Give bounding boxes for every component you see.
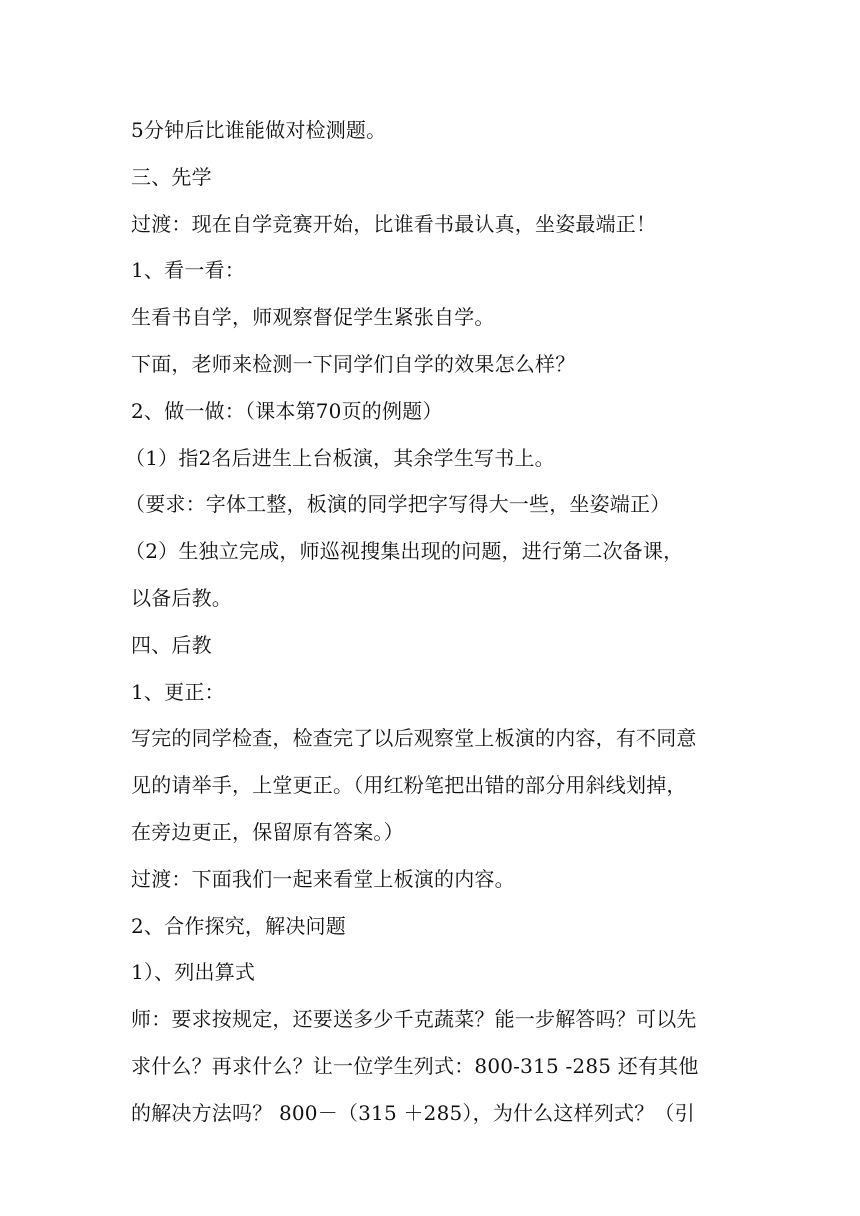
text-line: 5分钟后比谁能做对检测题。 [131,118,387,142]
text-line: 的解决方法吗？ 800－（315 ＋285），为什么这样列式？（引 [131,1100,695,1125]
text-line: （1）指2名后进生上台板演，其余学生写书上。 [125,445,555,470]
text-line: 2、做一做：（课本第70页的例题） [131,398,443,423]
text-line: 1、更正： [131,679,225,704]
text-line: 求什么？再求什么？让一位学生列式：800-315 -285 还有其他 [131,1053,699,1078]
text-line: 下面，老师来检测一下同学们自学的效果怎么样？ [131,351,576,376]
text-line: 以备后教。 [131,585,232,610]
section-heading: 四、后教 [131,632,212,657]
text-line: （2）生独立完成，师巡视搜集出现的问题，进行第二次备课， [125,539,684,564]
text-line: 见的请举手，上堂更正。（用红粉笔把出错的部分用斜线划掉， [131,773,687,798]
text-line: 过渡：下面我们一起来看堂上板演的内容。 [131,866,515,891]
document-page [125,113,731,1143]
text-line: 2、合作探究，解决问题 [131,913,346,938]
text-line: 1、看一看： [131,258,245,283]
text-line: 师：要求按规定，还要送多少千克蔬菜？能一步解答吗？可以先 [131,1007,697,1032]
text-line: 1）、列出算式 [131,960,256,985]
text-line: 写完的同学检查，检查完了以后观察堂上板演的内容，有不同意 [131,726,697,751]
text-line: 生看书自学，师观察督促学生紧张自学。 [131,305,495,330]
section-heading: 三、先学 [131,164,212,189]
text-line: 在旁边更正，保留原有答案。） [131,819,404,844]
text-line: 过渡：现在自学竞赛开始，比谁看书最认真，坐姿最端正！ [131,211,657,236]
text-line: （要求：字体工整，板演的同学把字写得大一些，坐姿端正） [125,492,671,517]
